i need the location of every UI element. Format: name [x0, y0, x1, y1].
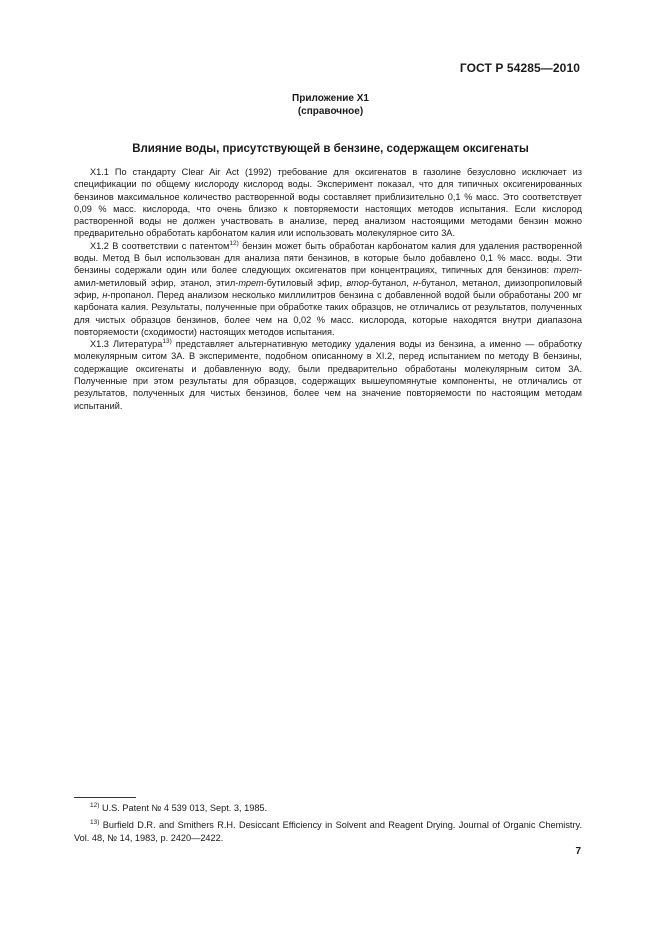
paragraph-x1-1: X1.1 По стандарту Clear Air Act (1992) требование для оксигенатов в газолине безусловно исключает из спецификации по общему кислороду кислород воды. Эксперимент показал, что для типичных оксигенированных бензинов максимальное количество растворенной воды составляет приблизительно 0,1 % масс. Это соответствует 0,09 % масс. кислорода, что очень близко к повторяемости настоящих методов испытания. Если кислород растворенной воды не должен участвовать в анализе, перед анализом настоящими методами бензин можно предварительно обработать карбонатом калия или использовать молекулярное сито 3А. — [74, 167, 582, 239]
appendix-title: Приложение Х1 — [292, 93, 369, 104]
paragraph-x1-3 — [74, 338, 582, 412]
appendix-heading — [0, 92, 661, 118]
italic-prefix: втор — [346, 277, 369, 288]
italic-prefix: н — [413, 277, 419, 288]
footnote-marker: 13) — [90, 819, 100, 827]
paragraph-text: -бутанол, метанол, диизопропиловый эфир, — [74, 277, 583, 300]
paragraph-x1-2 — [74, 240, 582, 338]
footnote-text: Burfield D.R. and Smithers R.H. Desiccant Efficiency in Solvent and Reagent Drying. Journal of Organic Chemistry. Vol. 48, № 14, 1983, p. 2420—2422. — [74, 820, 582, 843]
document-body — [74, 166, 582, 412]
footnote-text: U.S. Patent № 4 539 013, Sept. 3, 1985. — [99, 803, 268, 813]
paragraph-text: -бутиловый эфир, — [263, 277, 347, 288]
paragraph-text: -бутанол, — [368, 277, 414, 288]
footnote-ref-13[interactable]: 13) — [162, 338, 172, 346]
footnote-13 — [74, 819, 582, 844]
paragraph-text: -амил-метиловый эфир, этанол, этил- — [74, 265, 582, 288]
paragraph-text: бензин может быть обработан карбонатом калия для удаления растворенной воды. Метод В был использован для анализа пяти бензинов, в которые было добавлено 0,1 % масс. воды. Эти бензины содержали один или более следующих оксигенатов при концентрациях, типичных для бензинов: — [74, 240, 582, 276]
italic-prefix: трет — [553, 265, 579, 276]
paragraph-text: -пропанол. Перед анализом несколько миллилитров бензина с добавленной водой были обработаны 200 мг карбоната калия. Результаты, полученные при обработке таких образцов, не отличались от результатов, полученных для чистых образцов бензинов, более чем на 0,02 % масс. кислорода, которые находятся внутри диапазона повторяемости (сходимости) настоящих методов испытания. — [74, 289, 582, 337]
paragraph-text: Х1.3 Литература — [90, 339, 163, 350]
standard-code: ГОСТ Р 54285—2010 — [459, 61, 580, 75]
italic-prefix: трет — [238, 277, 264, 288]
footnote-12 — [74, 802, 582, 814]
appendix-subtitle: (справочное) — [297, 106, 364, 117]
italic-prefix: н — [102, 289, 108, 300]
footnotes — [74, 802, 582, 849]
footnote-marker: 12) — [90, 802, 100, 809]
footnote-divider — [74, 797, 136, 798]
page-number: 7 — [575, 846, 581, 857]
paragraph-text: Х1.2 В соответствии с патентом — [90, 240, 230, 251]
document-title: Влияние воды, присутствующей в бензине, содержащем оксигенаты — [132, 143, 529, 155]
footnote-ref-12[interactable]: 12) — [229, 239, 239, 247]
paragraph-text: представляет альтернативную методику удаления воды из бензина, а именно — обработку молекулярным ситом 3А. В эксперименте, подобном описанному в XI.2, перед испытанием по методу В бензины, содержащие оксигенаты и добавленную воду, были предварительно обработаны молекулярным ситом 3А. Полученные при этом результаты для образцов, содержащих вышеупомянутые компоненты, не отличались от результатов, полученных для чистых бензинов, более чем на значение повторяемости по настоящим методам испытаний. — [74, 339, 582, 411]
